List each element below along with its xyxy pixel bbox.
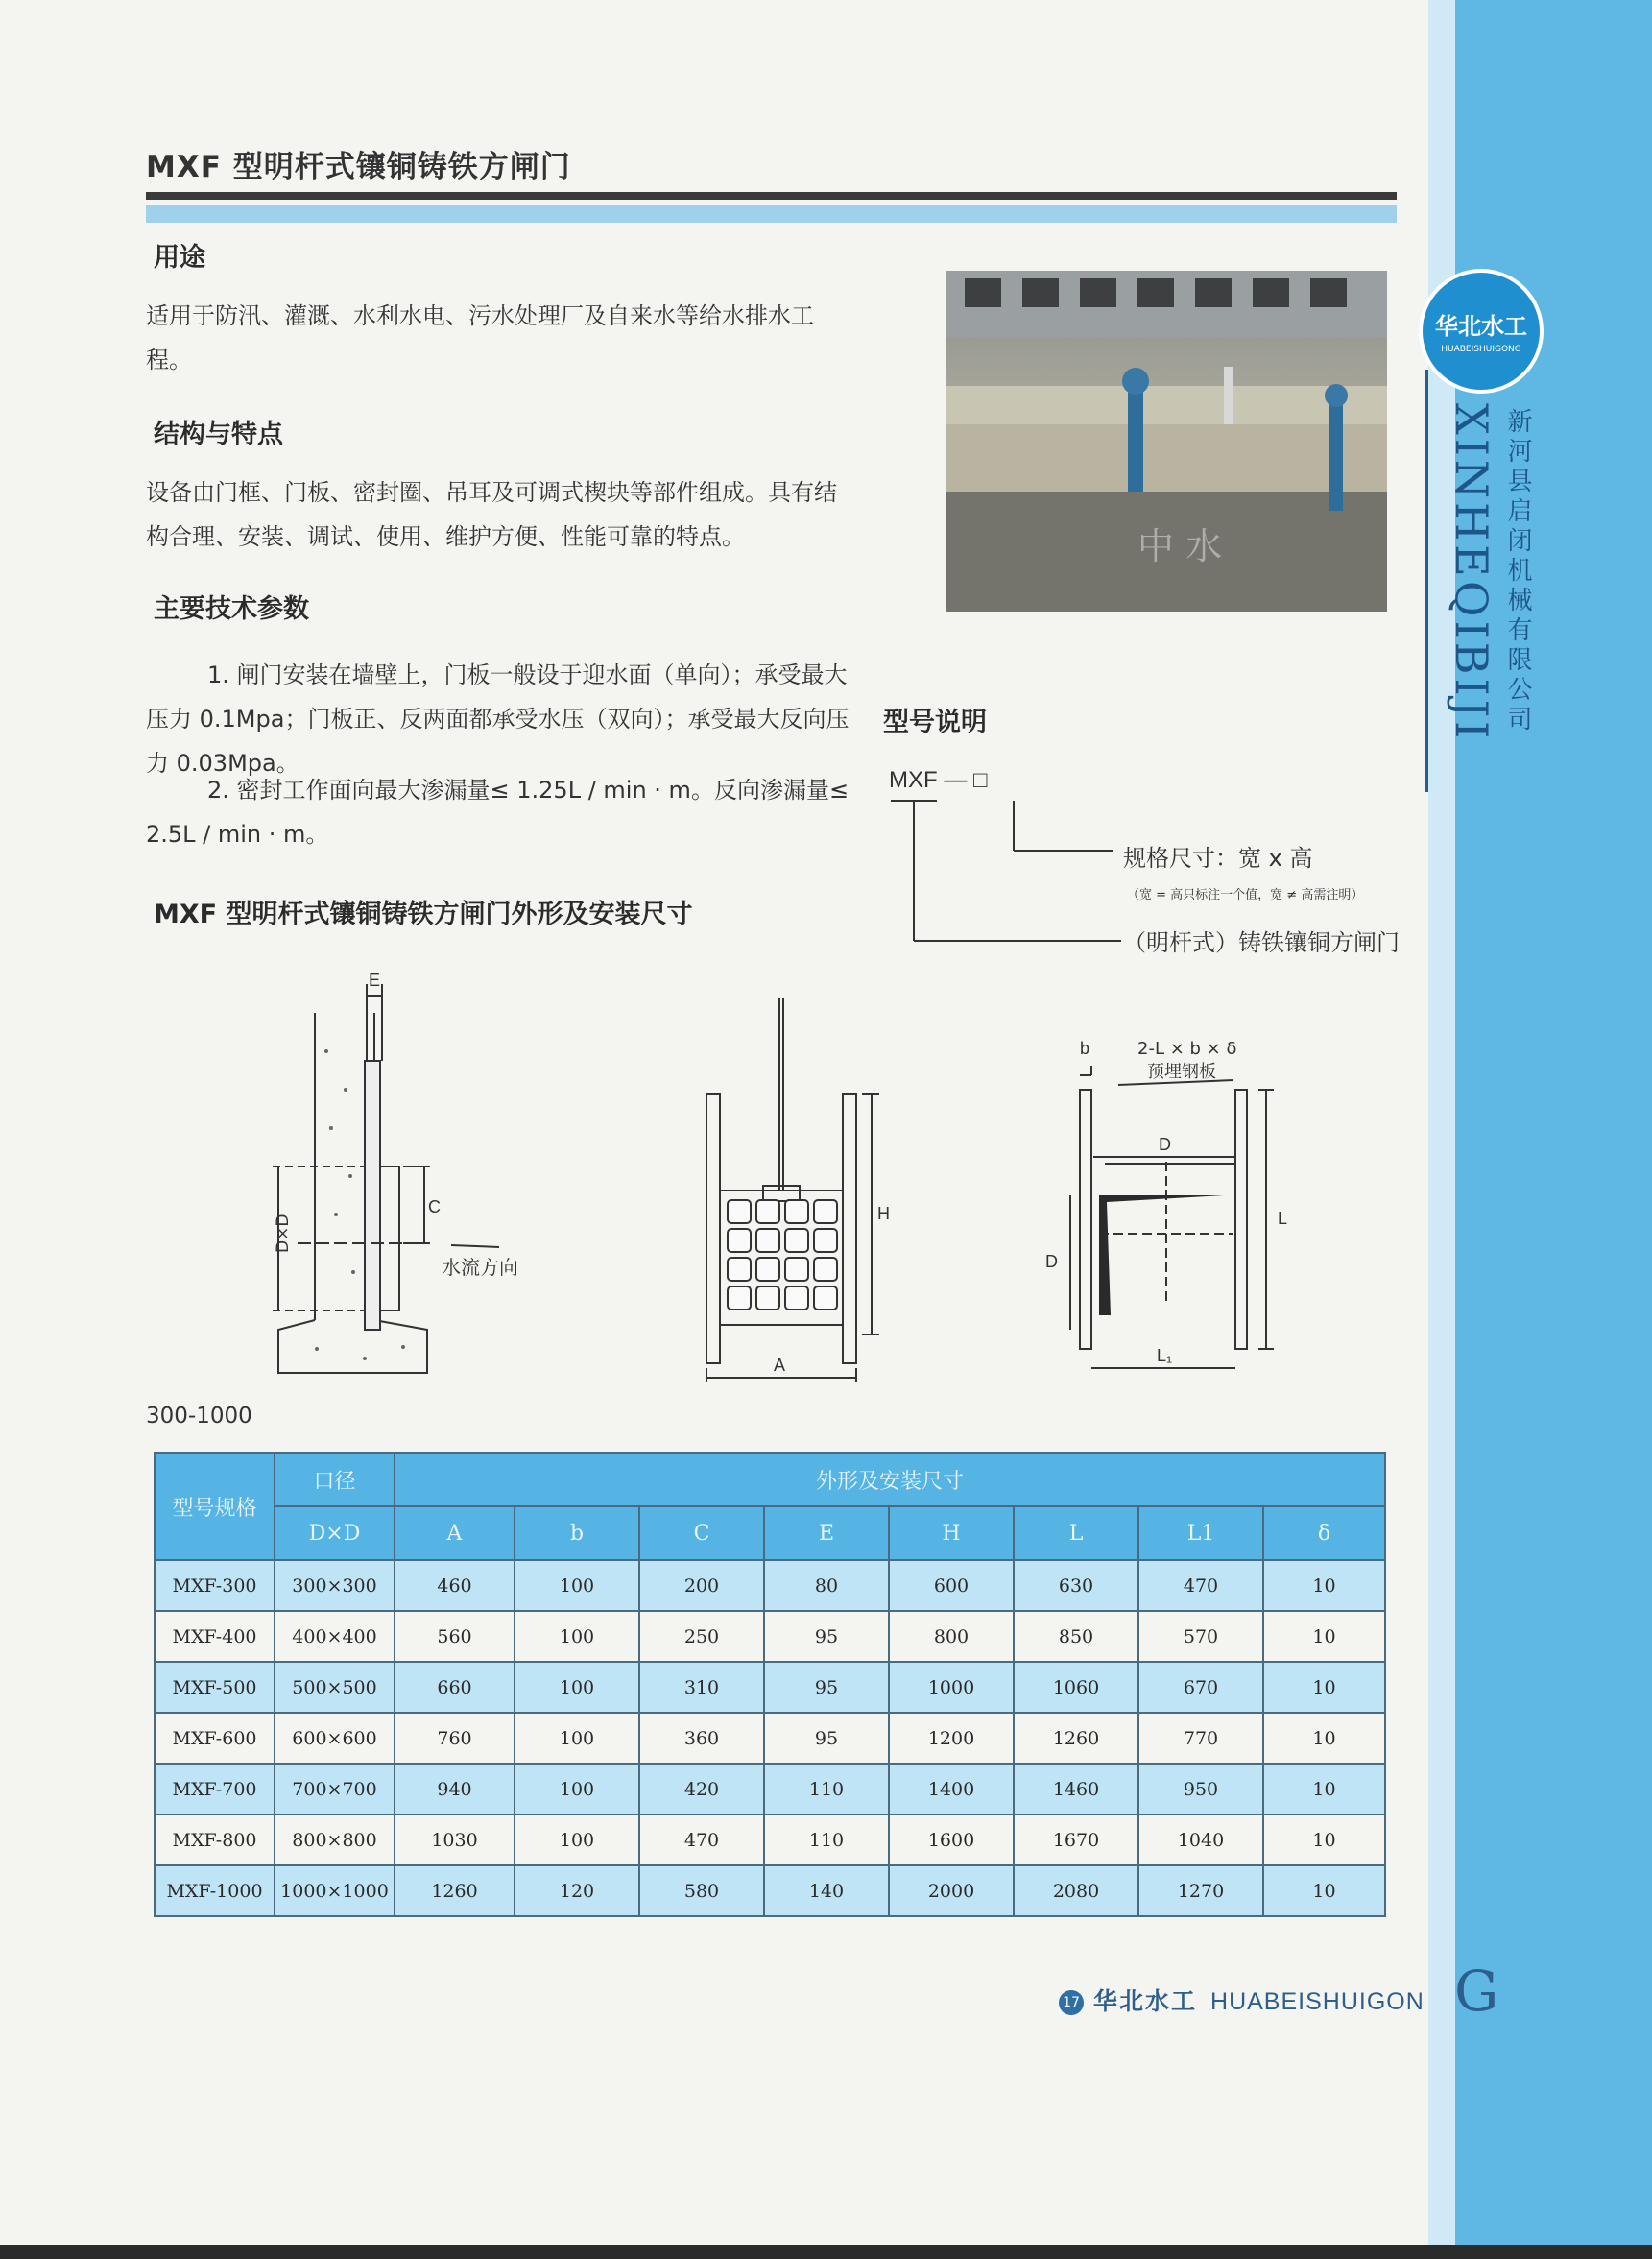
column-header: b bbox=[515, 1506, 639, 1560]
column-header: δ bbox=[1263, 1506, 1385, 1560]
page-title: MXF 型明杆式镶铜铸铁方闸门 bbox=[146, 150, 571, 184]
table-cell: 10 bbox=[1263, 1814, 1385, 1865]
table-row bbox=[155, 1662, 1385, 1713]
label-c: C bbox=[428, 1197, 441, 1216]
header-rule-dark bbox=[146, 192, 1397, 200]
model-diagram bbox=[883, 758, 1430, 960]
section-text-usage: 适用于防汛、灌溉、水利水电、污水处理厂及自来水等给水排水工程。 bbox=[146, 302, 814, 373]
table-row bbox=[155, 1560, 1385, 1611]
table-cell: 10 bbox=[1263, 1611, 1385, 1662]
table-cell: 1000×1000 bbox=[275, 1865, 395, 1916]
drawing-front-view bbox=[691, 998, 902, 1392]
product-photo bbox=[946, 271, 1387, 612]
table-cell: 95 bbox=[764, 1662, 889, 1713]
table-cell: 1670 bbox=[1014, 1814, 1138, 1865]
table-cell: 2000 bbox=[889, 1865, 1014, 1916]
table-cell: 1400 bbox=[889, 1764, 1014, 1814]
table-row bbox=[155, 1764, 1385, 1814]
table-cell: 100 bbox=[515, 1611, 639, 1662]
page-number: 17 bbox=[1059, 1990, 1084, 2015]
table-cell: 300×300 bbox=[275, 1560, 395, 1611]
table-cell: 800×800 bbox=[275, 1814, 395, 1865]
label-l: L bbox=[1278, 1209, 1288, 1228]
brand-strip-rule bbox=[1425, 370, 1428, 792]
badge-cn: 华北水工 bbox=[1435, 313, 1527, 340]
table-cell: 100 bbox=[515, 1764, 639, 1814]
table-cell: MXF-600 bbox=[155, 1713, 275, 1764]
table-cell: 10 bbox=[1263, 1662, 1385, 1713]
section-text-params-1: 1. 闸门安装在墙壁上，门板一般设于迎水面（单向）；承受最大压力 0.1Mpa；门板正、反两面都承受水压（双向）；承受最大反向压力 0.03Mpa。 bbox=[146, 661, 850, 777]
table-row bbox=[155, 1713, 1385, 1764]
table-cell: 600×600 bbox=[275, 1713, 395, 1764]
table-cell: 850 bbox=[1014, 1611, 1138, 1662]
table-cell: 420 bbox=[639, 1764, 764, 1814]
label-b: b bbox=[1080, 1039, 1090, 1058]
table-cell: 120 bbox=[515, 1865, 639, 1916]
section-text-structure: 设备由门框、门板、密封圈、吊耳及可调式楔块等部件组成。具有结构合理、安装、调试、使用、维护方便、性能可靠的特点。 bbox=[146, 479, 837, 550]
model-heading: 型号说明 bbox=[883, 708, 987, 737]
label-plate: 2-L × b × δ bbox=[1137, 1039, 1237, 1059]
column-header: D×D bbox=[275, 1506, 395, 1560]
table-cell: 110 bbox=[764, 1814, 889, 1865]
label-e: E bbox=[369, 971, 381, 990]
table-cell: 250 bbox=[639, 1611, 764, 1662]
footer-brand-g: G bbox=[1454, 1959, 1499, 2024]
model-type-label: （明杆式）铸铁镶铜方闸门 bbox=[1123, 929, 1400, 956]
table-row bbox=[155, 1814, 1385, 1865]
section-heading-params: 主要技术参数 bbox=[154, 594, 309, 624]
column-header: L1 bbox=[1138, 1506, 1263, 1560]
photo-illustration bbox=[946, 271, 1387, 612]
section-heading-structure: 结构与特点 bbox=[154, 420, 283, 449]
table-cell: MXF-500 bbox=[155, 1662, 275, 1713]
table-cell: 100 bbox=[515, 1662, 639, 1713]
table-cell: 1270 bbox=[1138, 1865, 1263, 1916]
table-cell: 310 bbox=[639, 1662, 764, 1713]
label-plate-cn: 预埋钢板 bbox=[1147, 1062, 1216, 1082]
table-cell: 600 bbox=[889, 1560, 1014, 1611]
table-cell: 940 bbox=[395, 1764, 515, 1814]
badge-en: HUABEISHUIGONG bbox=[1441, 345, 1521, 354]
photo-watermark: 中 水 bbox=[1137, 525, 1223, 567]
footer-brand-en: HUABEISHUIGON bbox=[1210, 1988, 1425, 2015]
table-cell: 1030 bbox=[395, 1814, 515, 1865]
table-cell: 110 bbox=[764, 1764, 889, 1814]
table-cell: 10 bbox=[1263, 1713, 1385, 1764]
table-cell: 140 bbox=[764, 1865, 889, 1916]
table-row bbox=[155, 1611, 1385, 1662]
label-dxd: D×D bbox=[274, 1214, 293, 1253]
drawing-side-view bbox=[259, 965, 586, 1387]
header-dims: 外形及安装尺寸 bbox=[395, 1453, 1385, 1506]
bottom-bar bbox=[0, 2245, 1652, 2259]
table-cell: 1000 bbox=[889, 1662, 1014, 1713]
label-a: A bbox=[774, 1356, 786, 1375]
table-row bbox=[155, 1865, 1385, 1916]
model-spec-label: 规格尺寸：宽 x 高 bbox=[1123, 845, 1313, 872]
table-cell: 10 bbox=[1263, 1764, 1385, 1814]
table-cell: 1260 bbox=[395, 1865, 515, 1916]
table-cell: 470 bbox=[639, 1814, 764, 1865]
company-name-cn: 新河县启闭机械有限公司 bbox=[1503, 408, 1532, 735]
table-cell: 1060 bbox=[1014, 1662, 1138, 1713]
table-cell: 95 bbox=[764, 1611, 889, 1662]
table-cell: MXF-300 bbox=[155, 1560, 275, 1611]
range-label: 300-1000 bbox=[146, 1404, 252, 1429]
header-model: 型号规格 bbox=[155, 1453, 275, 1560]
column-header: L bbox=[1014, 1506, 1138, 1560]
table-cell: 580 bbox=[639, 1865, 764, 1916]
table-cell: MXF-400 bbox=[155, 1611, 275, 1662]
table-cell: 10 bbox=[1263, 1865, 1385, 1916]
column-header: H bbox=[889, 1506, 1014, 1560]
header-rule-blue bbox=[146, 205, 1397, 223]
drawing-embed-view bbox=[1032, 1027, 1301, 1392]
table-cell: MXF-800 bbox=[155, 1814, 275, 1865]
table-cell: 630 bbox=[1014, 1560, 1138, 1611]
table-cell: 800 bbox=[889, 1611, 1014, 1662]
footer bbox=[1059, 1983, 1425, 2017]
model-code: MXF — □ bbox=[889, 767, 988, 793]
header-bore: 口径 bbox=[275, 1453, 395, 1506]
table-body bbox=[155, 1560, 1385, 1916]
table-cell: 10 bbox=[1263, 1560, 1385, 1611]
table-cell: 1260 bbox=[1014, 1713, 1138, 1764]
section-heading-usage: 用途 bbox=[154, 243, 205, 273]
table-cell: 950 bbox=[1138, 1764, 1263, 1814]
brand-logo-badge bbox=[1419, 269, 1544, 394]
table-cell: 100 bbox=[515, 1713, 639, 1764]
table-cell: 1200 bbox=[889, 1713, 1014, 1764]
table-cell: 470 bbox=[1138, 1560, 1263, 1611]
table-cell: 500×500 bbox=[275, 1662, 395, 1713]
table-cell: 460 bbox=[395, 1560, 515, 1611]
table-cell: 670 bbox=[1138, 1662, 1263, 1713]
table-cell: 200 bbox=[639, 1560, 764, 1611]
column-header-row bbox=[155, 1506, 1385, 1560]
table-cell: 660 bbox=[395, 1662, 515, 1713]
model-spec-note: （宽 = 高只标注一个值，宽 ≠ 高需注明） bbox=[1127, 888, 1364, 902]
company-name-en: XINHEQIBIJI bbox=[1446, 403, 1497, 743]
label-flow: 水流方向 bbox=[442, 1256, 518, 1279]
column-header: C bbox=[639, 1506, 764, 1560]
table-cell: 95 bbox=[764, 1713, 889, 1764]
footer-brand-cn: 华北水工 bbox=[1093, 1987, 1198, 2015]
section-text-params-2: 2. 密封工作面向最大渗漏量≤ 1.25L / min · m。反向渗漏量≤ 2.5L / min · m。 bbox=[146, 777, 850, 848]
label-d-top: D bbox=[1159, 1135, 1171, 1154]
table-cell: 560 bbox=[395, 1611, 515, 1662]
drawing-heading: MXF 型明杆式镶铜铸铁方闸门外形及安装尺寸 bbox=[154, 900, 693, 929]
table-cell: 770 bbox=[1138, 1713, 1263, 1764]
label-l1: L₁ bbox=[1157, 1346, 1173, 1365]
table-cell: 700×700 bbox=[275, 1764, 395, 1814]
table-cell: 400×400 bbox=[275, 1611, 395, 1662]
table-cell: 760 bbox=[395, 1713, 515, 1764]
column-header: E bbox=[764, 1506, 889, 1560]
label-d-side: D bbox=[1045, 1252, 1058, 1271]
table-cell: 1460 bbox=[1014, 1764, 1138, 1814]
table-cell: 2080 bbox=[1014, 1865, 1138, 1916]
table-cell: 570 bbox=[1138, 1611, 1263, 1662]
table-cell: 100 bbox=[515, 1814, 639, 1865]
table-cell: 1600 bbox=[889, 1814, 1014, 1865]
table-cell: 100 bbox=[515, 1560, 639, 1611]
dimension-table bbox=[154, 1452, 1386, 1917]
table-cell: 80 bbox=[764, 1560, 889, 1611]
table-cell: MXF-700 bbox=[155, 1764, 275, 1814]
column-header: A bbox=[395, 1506, 515, 1560]
table-cell: 1040 bbox=[1138, 1814, 1263, 1865]
label-h: H bbox=[877, 1204, 890, 1223]
table-cell: MXF-1000 bbox=[155, 1865, 275, 1916]
table-cell: 360 bbox=[639, 1713, 764, 1764]
